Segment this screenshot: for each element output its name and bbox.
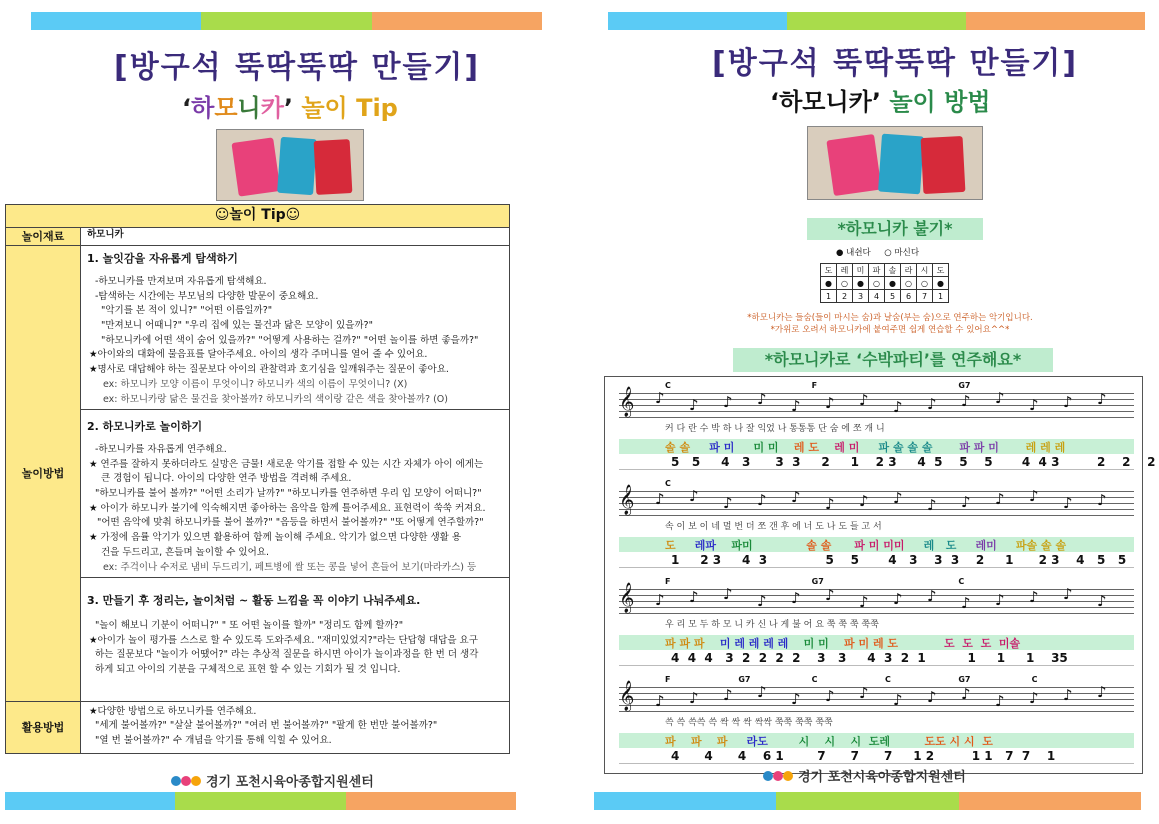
treble-clef-icon: 𝄞	[619, 387, 635, 417]
solfege-group: 파 미 미미	[838, 539, 913, 552]
text-line: -하모니카를 만져보며 자유롭게 탐색해요.	[95, 275, 267, 287]
key-cell: 1	[933, 290, 949, 303]
number-line: 5 5 4 3 3 3 2 1 2 3 4 5 5 5 4 4 3 2 2 2	[619, 455, 1134, 470]
note-icon: ♪	[791, 690, 801, 708]
harmonica-key-table	[820, 263, 949, 303]
example-line: ex: 주걱이나 수저로 냄비 두드리기, 페트병에 쌀 또는 콩을 넣어 흔들어 보기(마라카스) 등	[103, 561, 477, 573]
solfege-group: 시 시 시 도레	[775, 735, 898, 748]
key-cell: 5	[885, 290, 901, 303]
note-icon: ♪	[1097, 592, 1107, 610]
left-page-title: [방구석 뚝딱뚝딱 만들기]	[114, 50, 481, 85]
staff	[619, 485, 1134, 515]
lyrics: 속 이 보 이 네 멀 번 더 쪼 갠 후 에 너 도 나 도 들 고 서	[665, 522, 882, 532]
note-icon: ♪	[1097, 491, 1107, 509]
section-1-title: 1. 놀잇감을 자유롭게 탐색하기	[87, 251, 238, 265]
tip-line: ★ 아이가 하모니카 불기에 익숙해지면 좋아하는 음악을 함께 틀어주세요. 표현력이 쑥쑥 커져요.	[89, 502, 486, 514]
chord-label: C	[811, 675, 818, 684]
solfege-group: 도 도 도 미솔	[905, 637, 1028, 650]
note-icon: ♪	[757, 683, 767, 701]
example-line: ex: 하모니카랑 닮은 물건을 찾아볼까? 하모니카의 색이랑 같은 색을 찾아볼까? (O)	[103, 393, 448, 405]
lyrics: 우 리 모 두 하 모 니 카 신 나 게 불 어 요 쭉 쭉 쭉 쭉쭉	[665, 620, 879, 630]
solfege-line	[619, 733, 1134, 748]
note-icon: ♪	[995, 591, 1005, 609]
solfege-group: 미 미	[741, 441, 787, 454]
text-line: "하모니카를 불어 볼까?" "어떤 소리가 날까?" "하모니카를 연주하면 우리 입 모양이 어떠니?"	[95, 487, 482, 499]
note-icon: ♪	[689, 396, 699, 414]
note-icon: ♪	[859, 593, 869, 611]
solfege-group: 레파	[694, 539, 732, 552]
tip-line: ★명사로 대답해야 하는 질문보다 아이의 관찰력과 호기심을 일깨워주는 질문이 좋아요.	[89, 364, 449, 376]
solfege-group: 솔 솔	[760, 539, 839, 552]
top-color-stripe-left	[31, 12, 542, 30]
section-2	[81, 409, 510, 577]
note-icon: ♪	[1029, 689, 1039, 707]
text-line: -하모니카를 자유롭게 연주해요.	[95, 443, 227, 455]
note-icon: ♪	[1029, 588, 1039, 606]
key-cell: 6	[901, 290, 917, 303]
solfege-group: 미 레 레 레 레	[712, 637, 796, 650]
text-line: 하게 되고 아이의 기분을 구체적으로 표현 할 수 있는 기회가 될 것 입니다.	[95, 663, 401, 675]
text-line: "하모니카에 어떤 색이 숨어 있을까?" "어떻게 사용하는 걸까?" "어떤 놀이를 하면 좋을까?"	[101, 334, 479, 346]
key-cell: 1	[821, 290, 837, 303]
right-page-subtitle: ‘하모니카’ 놀이 방법	[770, 88, 991, 116]
note-icon: ♪	[927, 688, 937, 706]
method-label: 놀이방법	[6, 245, 81, 701]
key-cell: ●	[885, 277, 901, 290]
note-icon: ♪	[689, 588, 699, 606]
lyrics: 커 다 란 수 박 하 나 잘 익었 나 통통통 단 숨 에 쪼 개 니	[665, 424, 885, 434]
text-line: "놀이 해보니 기분이 어떠니?" " 또 어떤 놀이를 할까" "정리도 함께 할까?"	[95, 619, 404, 631]
tip-line: ★다양한 방법으로 하모니카를 연주해요.	[89, 705, 257, 717]
note-icon: ♪	[859, 492, 869, 510]
chord-label: C	[958, 577, 965, 586]
key-cell: ●	[821, 277, 837, 290]
note-icon: ♪	[1097, 390, 1107, 408]
chord-label: F	[811, 381, 818, 390]
key-cell: 파	[869, 264, 885, 277]
solfege-group: 도도 시 시 도	[897, 735, 1001, 748]
center-name: 경기 포천시육아종합지원센터	[798, 770, 966, 785]
key-cell: 2	[837, 290, 853, 303]
right-page-title: [방구석 뚝딱뚝딱 만들기]	[712, 46, 1079, 81]
left-page-subtitle: ‘하모니카’ 놀이 Tip	[182, 94, 398, 122]
staff	[619, 583, 1134, 613]
solfege-group: 도	[665, 539, 695, 552]
lyrics: 쓱 쓱 쓱쓱 쓱 싹 싹 싹 싹싹 쭉쭉 쭉쭉 쭉쭉	[665, 718, 833, 728]
note-icon: ♪	[961, 392, 971, 410]
treble-clef-icon: 𝄞	[619, 583, 635, 613]
solfege-line	[619, 635, 1134, 650]
note-icon: ♪	[723, 585, 733, 603]
number-line: 1 2 3 4 3 5 5 4 3 3 3 2 1 2 3 4 5 5	[619, 553, 1134, 568]
solfege-line	[619, 439, 1134, 454]
chord-label: F	[665, 675, 671, 684]
note-icon: ♪	[893, 489, 903, 507]
note-icon: ♪	[757, 390, 767, 408]
center-name: 경기 포천시육아종합지원센터	[206, 775, 374, 790]
blow-label: *하모니카 불기*	[807, 218, 983, 240]
note-icon: ♪	[825, 495, 835, 513]
key-cell: 레	[837, 264, 853, 277]
note-icon: ♪	[791, 589, 801, 607]
section-3-title: 3. 만들기 후 정리는, 놀이처럼 ~ 활동 느낌을 꼭 이야기 나눠주세요.	[87, 593, 421, 607]
solfege-group: 레 레 레	[1006, 441, 1073, 454]
note-icon: ♪	[893, 590, 903, 608]
sheet-music	[604, 376, 1156, 774]
note-icon: ♪	[655, 591, 665, 609]
section-3	[81, 577, 510, 701]
solfege-group: 레 도	[786, 441, 827, 454]
key-cell: 4	[869, 290, 885, 303]
note-icon: ♪	[723, 686, 733, 704]
material-label: 놀이재료	[6, 227, 81, 245]
solfege-group: 파솔 솔 솔	[1004, 539, 1074, 552]
section-2-title: 2. 하모니카로 놀이하기	[87, 419, 203, 433]
key-cell: ○	[869, 277, 885, 290]
chord-label: G7	[958, 675, 971, 684]
top-color-stripe-right	[608, 12, 1145, 30]
solfege-group: 파 미 레 도	[836, 637, 906, 650]
text-line: 큰 경험이 됩니다. 아이의 다양한 연주 방법을 격려해 주세요.	[101, 473, 352, 485]
treble-clef-icon: 𝄞	[619, 681, 635, 711]
tip-line: ★ 가정에 음률 악기가 있으면 활용하여 함께 놀이해 주세요. 악기가 없으면 다양한 생활 용	[89, 532, 461, 544]
key-cell: 도	[933, 264, 949, 277]
note-icon: ♪	[995, 490, 1005, 508]
bottom-color-stripe-left	[5, 792, 516, 810]
score-row	[605, 475, 1142, 573]
use-section	[81, 701, 510, 753]
key-cell: 3	[853, 290, 869, 303]
text-line: "어떤 음악에 맞춰 하모니카를 불어 볼까?" "음등을 하면서 불어볼까?" "또 어떻게 연주할까?"	[97, 517, 484, 529]
note-icon: ♪	[825, 394, 835, 412]
note-icon: ♪	[655, 389, 665, 407]
note-icon: ♪	[757, 491, 767, 509]
text-line: "세게 불어볼까?" "살살 불어볼까?" "여러 번 불어볼까?" "팔게 한 번만 불어볼까?"	[95, 720, 438, 732]
solfege-group: 솔 솔	[665, 441, 698, 454]
song-label: *하모니카로 ‘수박파티’를 연주해요*	[733, 348, 1053, 372]
note-icon: ♪	[1029, 487, 1039, 505]
note-icon: ♪	[859, 684, 869, 702]
note-icon: ♪	[1063, 393, 1073, 411]
text-line: 하는 질문보다 "놀이가 어땠어?" 라는 추상적 질문을 하시면 아이가 놀이과정을 한 번 더 생각	[95, 649, 479, 661]
solfege-group: 파미	[731, 539, 761, 552]
harmonica-note-1: *하모니카는 들숨(들이 마시는 숨)과 날숨(부는 숨)으로 연주하는 악기입니다.	[747, 313, 1033, 323]
tip-line: ★아이가 놀이 평가를 스스로 할 수 있도록 도와주세요. "재미있었지?"라는 단답형 대답을 요구	[89, 634, 478, 646]
chord-label: C	[665, 479, 671, 488]
note-icon: ♪	[961, 493, 971, 511]
note-icon: ♪	[655, 692, 665, 710]
tip-header: ☺놀이 Tip☺	[6, 205, 510, 228]
text-line: "열 번 불어볼까?" 수 개념을 악기를 통해 익힐 수 있어요.	[95, 735, 332, 747]
note-icon: ♪	[757, 592, 767, 610]
solfege-group: 파 파 미	[940, 441, 1007, 454]
note-icon: ♪	[1097, 683, 1107, 701]
treble-clef-icon: 𝄞	[619, 485, 635, 515]
center-logo-icon	[762, 768, 794, 784]
note-icon: ♪	[825, 586, 835, 604]
solfege-group: 미 미	[795, 637, 837, 650]
solfege-group: 레미	[964, 539, 1005, 552]
tip-line: ★아이와의 대화에 물음표를 달아주세요. 아이의 생각 주머니를 열어 줄 수 있어요.	[89, 349, 428, 361]
chord-label: G7	[811, 577, 824, 586]
note-icon: ♪	[893, 398, 903, 416]
text-line: 건을 두드리고, 흔들며 놀이할 수 있어요.	[101, 546, 269, 558]
tip-table	[5, 204, 510, 754]
example-line: ex: 하모니카 모양 이름이 무엇이니? 하모니카 색의 이름이 무엇이니? (X)	[103, 378, 408, 390]
note-icon: ♪	[655, 490, 665, 508]
solfege-group: 파 솔 솔 솔	[867, 441, 941, 454]
note-icon: ♪	[723, 393, 733, 411]
note-icon: ♪	[791, 397, 801, 415]
key-cell: ○	[917, 277, 933, 290]
text-line: -탐색하는 시간에는 부모님의 다양한 발문이 중요해요.	[95, 290, 319, 302]
key-cell: 시	[917, 264, 933, 277]
key-cell: ●	[933, 277, 949, 290]
chord-label: F	[665, 577, 671, 586]
key-cell: 미	[853, 264, 869, 277]
harmonica-photo-right	[807, 126, 983, 200]
text-line: "악기를 본 적이 있니?" "어떤 이름일까?"	[101, 305, 273, 317]
solfege-group: 파 파 파	[665, 735, 747, 748]
material-value: 하모니카	[81, 227, 510, 245]
note-icon: ♪	[825, 687, 835, 705]
note-icon: ♪	[689, 487, 699, 505]
note-icon: ♪	[1063, 494, 1073, 512]
key-cell: 도	[821, 264, 837, 277]
chord-label: C	[665, 381, 671, 390]
key-cell: 라	[901, 264, 917, 277]
note-icon: ♪	[927, 496, 937, 514]
solfege-group: 레 도	[912, 539, 965, 552]
number-line: 4 4 4 3 2 2 2 2 3 3 4 3 2 1 1 1 1 35	[619, 651, 1134, 666]
section-1	[81, 245, 510, 409]
note-icon: ♪	[1063, 585, 1073, 603]
left-footer	[170, 771, 374, 790]
key-cell: 7	[917, 290, 933, 303]
key-cell: ○	[837, 277, 853, 290]
note-icon: ♪	[995, 692, 1005, 710]
right-footer	[762, 766, 966, 785]
solfege-line	[619, 537, 1134, 552]
key-cell: 솔	[885, 264, 901, 277]
text-line: "만져보니 어때니?" "우리 집에 있는 물건과 닮은 모양이 있을까?"	[101, 319, 373, 331]
note-icon: ♪	[1063, 686, 1073, 704]
solfege-group: 파 미	[697, 441, 742, 454]
harmonica-photo	[216, 129, 364, 201]
key-cell: ●	[853, 277, 869, 290]
note-icon: ♪	[859, 391, 869, 409]
center-logo-icon	[170, 773, 202, 789]
staff	[619, 387, 1134, 417]
number-line: 4 4 4 6 1 7 7 7 1 2 1 1 7 7 1	[619, 749, 1134, 764]
score-row	[605, 671, 1142, 769]
staff	[619, 681, 1134, 711]
note-icon: ♪	[791, 488, 801, 506]
note-icon: ♪	[927, 395, 937, 413]
note-icon: ♪	[961, 685, 971, 703]
note-icon: ♪	[689, 689, 699, 707]
solfege-group: 파 파 파	[665, 637, 713, 650]
chord-label: C	[1031, 675, 1038, 684]
note-icon: ♪	[927, 587, 937, 605]
note-icon: ♪	[893, 691, 903, 709]
score-row	[605, 573, 1142, 671]
chord-label: G7	[958, 381, 971, 390]
note-icon: ♪	[1029, 396, 1039, 414]
harmonica-note-2: *가위로 오려서 하모니카에 붙여주면 쉽게 연습할 수 있어요^^*	[770, 325, 1010, 335]
note-icon: ♪	[995, 389, 1005, 407]
chord-label: G7	[738, 675, 751, 684]
breath-legend: ● 내쉰다 ○ 마신다	[836, 248, 920, 258]
solfege-group: 라도	[746, 735, 776, 748]
bottom-color-stripe-right	[594, 792, 1141, 810]
solfege-group: 레 미	[826, 441, 868, 454]
use-label: 활용방법	[6, 701, 81, 753]
chord-label: C	[885, 675, 891, 684]
note-icon: ♪	[723, 494, 733, 512]
note-icon: ♪	[961, 594, 971, 612]
score-row	[605, 377, 1156, 475]
key-cell: ○	[901, 277, 917, 290]
tip-line: ★ 연주를 잘하지 못하더라도 실망은 금물! 새로운 악기를 접할 수 있는 시간 자체가 아이 에게는	[89, 458, 484, 470]
